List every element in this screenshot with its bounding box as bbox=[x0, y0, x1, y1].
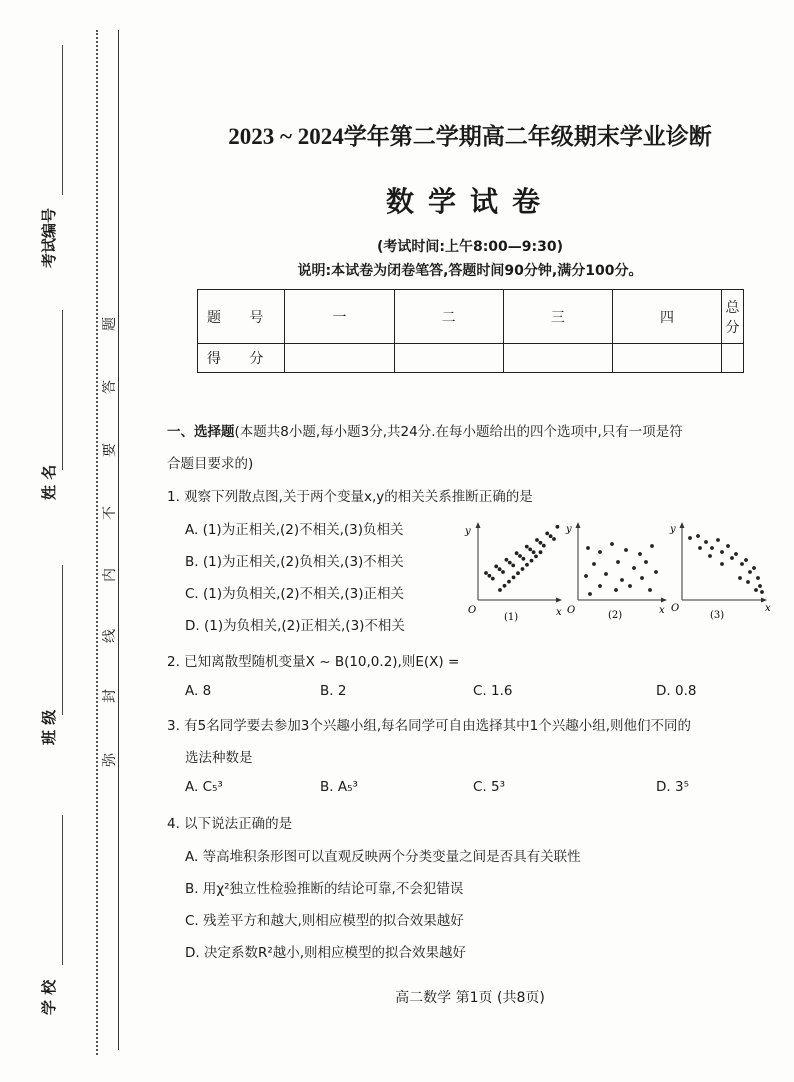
scatter-point bbox=[628, 584, 632, 588]
scatter-point bbox=[754, 588, 758, 592]
name-underline bbox=[62, 310, 63, 470]
plot-label: (3) bbox=[710, 610, 725, 621]
seal-char: 封 bbox=[102, 689, 118, 703]
scatter-point bbox=[592, 562, 596, 566]
scatter-point bbox=[586, 546, 590, 550]
q1-option-c: C. (1)为负相关,(2)不相关,(3)正相关 bbox=[185, 586, 404, 602]
section1-desc-line2: 合题目要求的) bbox=[167, 456, 254, 472]
scatter-point bbox=[740, 562, 744, 566]
q2-option-d: D. 0.8 bbox=[656, 683, 697, 699]
score-blank bbox=[285, 344, 394, 373]
seal-dotted-line bbox=[96, 30, 98, 1055]
name-label: 姓 名 bbox=[40, 464, 58, 500]
q1-option-b: B. (1)为正相关,(2)负相关,(3)不相关 bbox=[185, 554, 404, 570]
scatter-point bbox=[532, 550, 536, 554]
scatter-point bbox=[704, 540, 708, 544]
scatter-point bbox=[501, 570, 505, 574]
score-cell: 四 bbox=[612, 290, 721, 344]
scatter-point bbox=[534, 555, 538, 559]
scatter-point bbox=[650, 544, 654, 548]
q2-option-b: B. 2 bbox=[320, 683, 347, 699]
scatter-point bbox=[726, 544, 730, 548]
scatter-point bbox=[556, 525, 560, 529]
seal-char: 答 bbox=[102, 380, 118, 394]
scatter-point bbox=[708, 554, 712, 558]
origin-label: O bbox=[468, 605, 477, 616]
q4-option-a: A. 等高堆积条形图可以直观反映两个分类变量之间是否具有关联性 bbox=[185, 849, 581, 865]
scatter-point bbox=[738, 576, 742, 580]
scatter-point bbox=[518, 554, 522, 558]
seal-char: 要 bbox=[102, 443, 118, 457]
scatter-point bbox=[620, 578, 624, 582]
exam-title: 2023 ~ 2024学年第二学期高二年级期末学业诊断 bbox=[228, 124, 712, 149]
scatter-point bbox=[748, 570, 752, 574]
x-axis-label: x bbox=[556, 607, 562, 618]
scatter-point bbox=[760, 590, 764, 594]
scatter-point bbox=[511, 564, 515, 568]
score-blank bbox=[394, 344, 503, 373]
q4-option-c: C. 残差平方和越大,则相应模型的拟合效果越好 bbox=[185, 913, 464, 929]
school-label: 学 校 bbox=[40, 979, 58, 1015]
scatter-point bbox=[756, 576, 760, 580]
exam-number-underline bbox=[62, 45, 63, 195]
scatter-point bbox=[516, 571, 520, 575]
scatter-point bbox=[491, 577, 495, 581]
scatter-point bbox=[632, 566, 636, 570]
score-table-score-row bbox=[198, 344, 744, 373]
scatter-points-1 bbox=[484, 525, 559, 592]
seal-char: 题 bbox=[102, 317, 118, 331]
section1-heading: 一、选择题 bbox=[167, 424, 235, 440]
scatter-point bbox=[494, 565, 498, 569]
scatter-point bbox=[545, 532, 549, 536]
scatter-point bbox=[508, 561, 512, 565]
score-table-header-row bbox=[198, 290, 744, 344]
x-axis-label: x bbox=[659, 605, 665, 616]
score-cell: 题 号 bbox=[198, 290, 285, 344]
scatter-point bbox=[598, 584, 602, 588]
scatter-point bbox=[648, 588, 652, 592]
plot-label: (2) bbox=[608, 610, 623, 621]
scatter-point bbox=[588, 592, 592, 596]
score-blank bbox=[503, 344, 612, 373]
scatter-point bbox=[744, 558, 748, 562]
q3-stem-line1: 3. 有5名同学要去参加3个兴趣小组,每名同学可自由选择其中1个兴趣小组,则他们不同的 bbox=[167, 718, 692, 734]
scatter-point bbox=[503, 584, 507, 588]
subject-title: 数学试卷 bbox=[385, 185, 554, 218]
y-axis-label: y bbox=[670, 524, 676, 535]
scatter-point bbox=[604, 572, 608, 576]
q3-option-d: D. 3⁵ bbox=[656, 779, 689, 795]
scatter-point bbox=[484, 571, 488, 575]
scatter-point bbox=[498, 588, 502, 592]
scatter-point bbox=[525, 563, 529, 567]
scatter-point bbox=[716, 538, 720, 542]
seal-char: 不 bbox=[102, 506, 118, 520]
section1-line1 bbox=[167, 420, 683, 440]
scatter-point bbox=[644, 560, 648, 564]
seal-solid-line bbox=[118, 30, 119, 1050]
origin-label: O bbox=[671, 603, 680, 614]
scatter-point bbox=[488, 574, 492, 578]
scatter-point bbox=[505, 558, 509, 562]
scatter-point bbox=[720, 562, 724, 566]
q2-option-a: A. 8 bbox=[185, 683, 212, 699]
q1-option-a: A. (1)为正相关,(2)不相关,(3)负相关 bbox=[185, 522, 404, 538]
q4-option-d: D. 决定系数R²越小,则相应模型的拟合效果越好 bbox=[185, 945, 467, 961]
q4-option-b: B. 用χ²独立性检验推断的结论可靠,不会犯错误 bbox=[185, 881, 464, 897]
seal-char: 内 bbox=[102, 568, 118, 582]
scatter-point bbox=[522, 557, 526, 561]
q1-option-d: D. (1)为负相关,(2)正相关,(3)不相关 bbox=[185, 618, 405, 634]
page-footer: 高二数学 第1页 (共8页) bbox=[395, 990, 545, 1006]
score-cell: 二 bbox=[394, 290, 503, 344]
seal-char: 弥 bbox=[102, 753, 118, 767]
q2-option-c: C. 1.6 bbox=[473, 683, 513, 699]
scatter-plot-3 bbox=[669, 522, 771, 621]
y-axis-label: y bbox=[566, 524, 572, 535]
scatter-plot-1 bbox=[464, 522, 562, 623]
section1-desc: (本题共8小题,每小题3分,共24分.在每小题给出的四个选项中,只有一项是符 bbox=[234, 424, 683, 440]
scatter-point bbox=[752, 566, 756, 570]
scatter-point bbox=[758, 584, 762, 588]
q3-option-c: C. 5³ bbox=[473, 779, 506, 795]
scatter-point bbox=[730, 556, 734, 560]
score-cell: 总 分 bbox=[722, 290, 744, 344]
scatter-point bbox=[539, 541, 543, 545]
score-cell: 得 分 bbox=[198, 344, 285, 373]
school-underline bbox=[62, 815, 63, 965]
scatter-point bbox=[610, 542, 614, 546]
scatter-point bbox=[530, 559, 534, 563]
scatter-point bbox=[525, 545, 529, 549]
scatter-point bbox=[552, 537, 556, 541]
scatter-point bbox=[624, 548, 628, 552]
scatter-point bbox=[710, 546, 714, 550]
scatter-plots bbox=[460, 520, 780, 625]
scatter-point bbox=[515, 551, 519, 555]
scatter-point bbox=[720, 550, 724, 554]
scatter-point bbox=[654, 570, 658, 574]
score-cell: 三 bbox=[503, 290, 612, 344]
scatter-point bbox=[542, 544, 546, 548]
scatter-point bbox=[598, 550, 602, 554]
seal-char: 线 bbox=[102, 629, 118, 643]
exam-number-label: 考试编号 bbox=[40, 207, 58, 268]
scatter-point bbox=[638, 552, 642, 556]
scatter-point bbox=[640, 576, 644, 580]
scatter-point bbox=[688, 536, 692, 540]
scatter-point bbox=[521, 567, 525, 571]
y-axis-label: y bbox=[465, 526, 471, 537]
q2-stem: 2. 已知离散型随机变量X ~ B(10,0.2),则E(X) = bbox=[167, 654, 460, 670]
scatter-point bbox=[746, 580, 750, 584]
scatter-points-3 bbox=[688, 534, 764, 594]
scatter-plot-2 bbox=[565, 522, 667, 621]
q1-stem: 1. 观察下列散点图,关于两个变量x,y的相关关系推断正确的是 bbox=[167, 489, 533, 505]
scatter-point bbox=[614, 588, 618, 592]
exam-time: (考试时间:上午8:00—9:30) bbox=[376, 239, 564, 255]
score-blank bbox=[612, 344, 721, 373]
scatter-point bbox=[535, 538, 539, 542]
scatter-point bbox=[734, 552, 738, 556]
scatter-point bbox=[539, 550, 543, 554]
score-blank bbox=[722, 344, 744, 373]
scatter-point bbox=[549, 534, 553, 538]
x-axis-label: x bbox=[765, 603, 771, 614]
scatter-point bbox=[616, 560, 620, 564]
scatter-point bbox=[584, 574, 588, 578]
q4-stem: 4. 以下说法正确的是 bbox=[167, 816, 293, 832]
scatter-point bbox=[528, 548, 532, 552]
plot-label: (1) bbox=[504, 612, 519, 623]
q3-stem-line2: 选法种数是 bbox=[185, 750, 253, 766]
scatter-points-2 bbox=[584, 542, 658, 596]
scatter-point bbox=[507, 580, 511, 584]
scatter-point bbox=[512, 576, 516, 580]
score-table bbox=[197, 289, 744, 373]
origin-label: O bbox=[567, 605, 576, 616]
instructions: 说明:本试卷为闭卷笔答,答题时间90分钟,满分100分。 bbox=[297, 263, 643, 279]
scatter-point bbox=[498, 567, 502, 571]
class-label: 班 级 bbox=[40, 709, 58, 745]
q3-option-b: B. A₅³ bbox=[320, 779, 358, 795]
q3-option-a: A. C₅³ bbox=[185, 779, 223, 795]
score-cell: 一 bbox=[285, 290, 394, 344]
scatter-point bbox=[696, 534, 700, 538]
class-underline bbox=[62, 565, 63, 715]
scatter-point bbox=[698, 546, 702, 550]
